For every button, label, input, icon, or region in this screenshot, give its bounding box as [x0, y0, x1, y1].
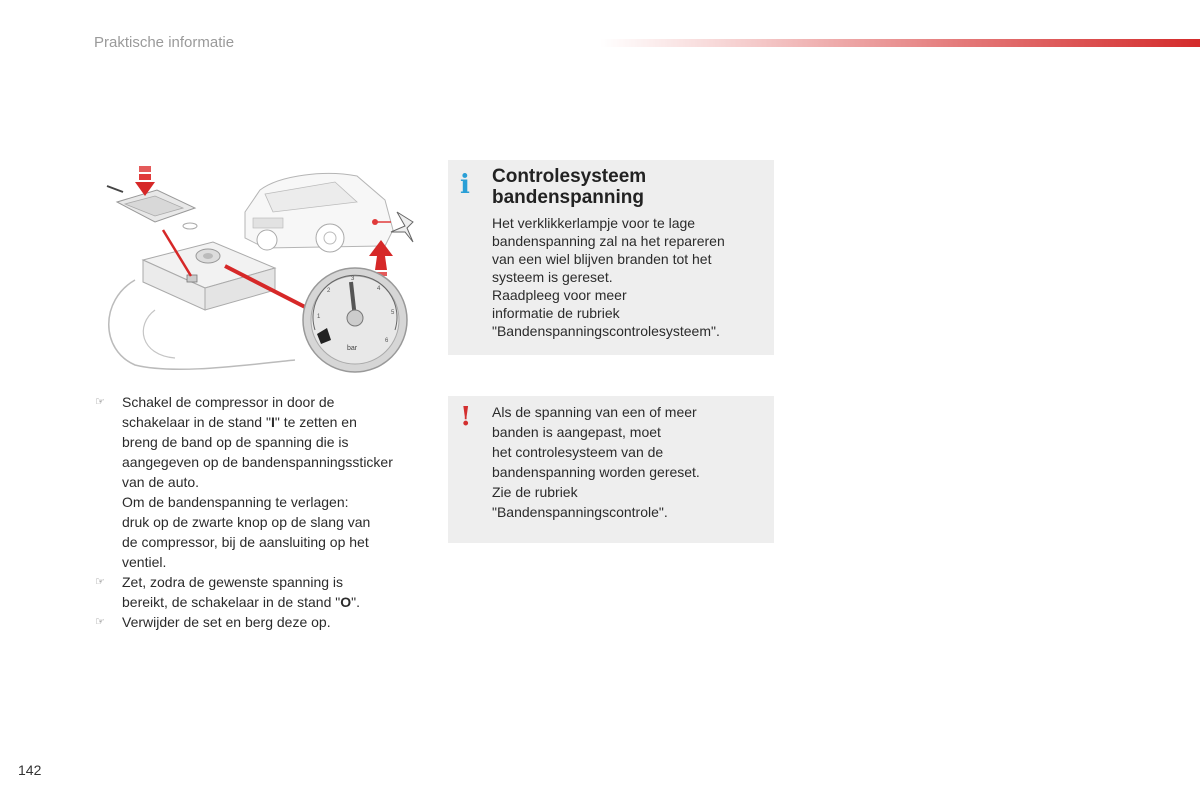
gauge-tick-label: 3	[351, 276, 355, 282]
star-marker-icon	[391, 212, 413, 242]
instruction-line: schakelaar in de stand "I" te zetten en	[122, 414, 357, 430]
instruction-line: van de auto.	[122, 474, 200, 490]
instruction-line: breng de band op de spanning die is	[122, 434, 349, 450]
switch-position-on: I	[270, 414, 275, 430]
instruction-line: bereikt, de schakelaar in de stand "O".	[122, 594, 360, 610]
car-drawing	[245, 174, 393, 252]
instruction-step	[95, 392, 435, 572]
instruction-line: Zet, zodra de gewenste spanning is	[122, 574, 344, 590]
pointing-hand-icon: ☞	[95, 616, 105, 628]
info-box-title: Controlesysteem bandenspanning	[492, 166, 647, 208]
info-icon: i	[460, 170, 470, 200]
pressure-gauge	[303, 268, 407, 372]
instruction-step	[95, 612, 435, 632]
gauge-tick-label: 5	[391, 310, 395, 316]
gauge-tick-label: 4	[377, 286, 381, 292]
instruction-step	[95, 572, 435, 612]
compressor-unit	[143, 242, 275, 310]
page-number: 142	[18, 762, 42, 778]
instruction-line: aangegeven op de bandenspanningssticker	[122, 454, 393, 470]
gauge-tick-label: 6	[385, 338, 389, 344]
gauge-tick-label: 1	[317, 314, 321, 320]
warning-box-text: Als de spanning van een of meer banden is aangepast, moet het controlesysteem van de bandenspanning worden gereset. Zie de rubriek "Bandenspanningscontrole".	[492, 404, 700, 520]
compressor-drawing	[95, 160, 425, 375]
instruction-line: druk op de zwarte knop op de slang van	[122, 514, 371, 530]
compressor-illustration	[95, 160, 425, 375]
pointing-hand-icon: ☞	[95, 396, 105, 408]
instruction-line: Verwijder de set en berg deze op.	[122, 614, 331, 630]
header-accent-bar	[600, 39, 1200, 47]
warning-box	[448, 396, 774, 543]
section-title: Praktische informatie	[94, 34, 235, 51]
sealant-cartridge	[107, 186, 197, 229]
gauge-tick-label: 2	[327, 288, 331, 294]
info-box	[448, 160, 774, 355]
instruction-line: Om de bandenspanning te verlagen:	[122, 494, 349, 510]
gauge-unit-label: bar	[347, 345, 358, 352]
instruction-list	[95, 392, 435, 632]
instruction-line: ventiel.	[122, 554, 167, 570]
pointing-hand-icon: ☞	[95, 576, 105, 588]
switch-position-off: O	[340, 594, 352, 610]
instruction-line: Schakel de compressor in door de	[122, 394, 335, 410]
instruction-line: de compressor, bij de aansluiting op het	[122, 534, 369, 550]
info-box-text: Het verklikkerlampje voor te lage bandenspanning zal na het repareren van een wiel blijven branden tot het systeem is gereset. Raadpleeg voor meer informatie de rubriek "Bandenspanningscontrolesysteem".	[492, 215, 725, 339]
warning-icon: !	[460, 402, 472, 432]
